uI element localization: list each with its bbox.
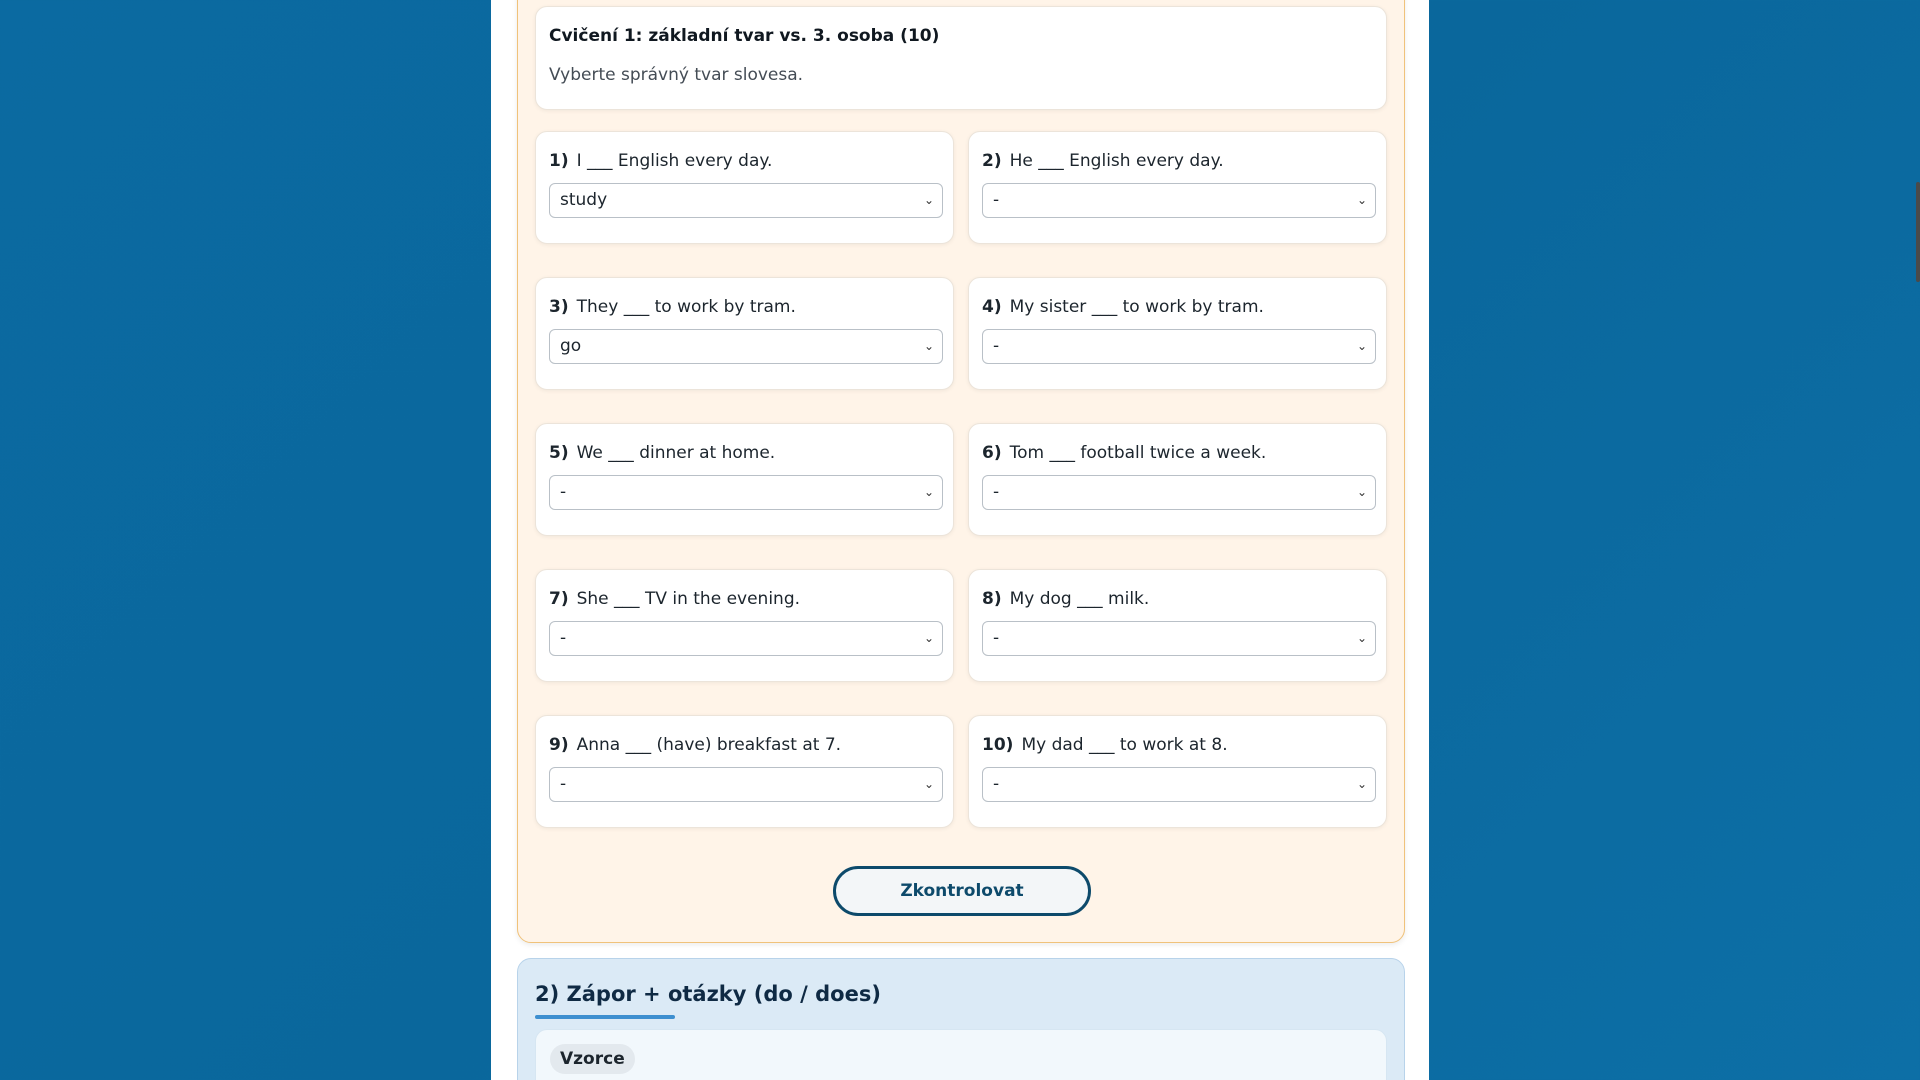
- formulas-card: [535, 1029, 1387, 1080]
- question-text: [982, 151, 1224, 171]
- selected-value: -: [993, 482, 1000, 502]
- question-number: 4): [982, 297, 1002, 317]
- question-text: [549, 297, 796, 317]
- question-sentence: I ___ English every day.: [576, 151, 773, 171]
- chevron-down-icon: ⌄: [923, 339, 934, 353]
- question-sentence: We ___ dinner at home.: [576, 443, 776, 463]
- selected-value: -: [993, 190, 1000, 210]
- chevron-down-icon: ⌄: [1356, 631, 1367, 645]
- chevron-down-icon: ⌄: [1356, 339, 1367, 353]
- chevron-down-icon: ⌄: [923, 193, 934, 207]
- chevron-down-icon: ⌄: [923, 485, 934, 499]
- question-text: [982, 589, 1149, 609]
- answer-select-7[interactable]: [549, 621, 943, 656]
- selected-value: -: [993, 336, 1000, 356]
- question-card-1: [535, 131, 954, 244]
- question-number: 10): [982, 735, 1014, 755]
- selected-value: -: [560, 482, 567, 502]
- answer-select-2[interactable]: [982, 183, 1376, 218]
- question-sentence: She ___ TV in the evening.: [576, 589, 801, 609]
- question-sentence: My dog ___ milk.: [1009, 589, 1150, 609]
- chevron-down-icon: ⌄: [923, 631, 934, 645]
- question-card-4: [968, 277, 1387, 390]
- selected-value: -: [560, 628, 567, 648]
- question-card-3: [535, 277, 954, 390]
- exercise-title: Cvičení 1: základní tvar vs. 3. osoba (10): [549, 26, 940, 46]
- question-card-6: [968, 423, 1387, 536]
- section-2-panel: [517, 958, 1405, 1080]
- question-card-8: [968, 569, 1387, 682]
- question-text: [549, 443, 775, 463]
- selected-value: go: [560, 336, 582, 356]
- section-2-title: 2) Zápor + otázky (do / does): [535, 982, 881, 1006]
- selected-value: -: [993, 774, 1000, 794]
- question-number: 8): [982, 589, 1002, 609]
- chevron-down-icon: ⌄: [1356, 777, 1367, 791]
- answer-select-6[interactable]: [982, 475, 1376, 510]
- question-card-9: [535, 715, 954, 828]
- title-underline: [535, 1015, 675, 1019]
- page: [491, 0, 1429, 1080]
- answer-select-9[interactable]: [549, 767, 943, 802]
- question-number: 9): [549, 735, 569, 755]
- question-sentence: He ___ English every day.: [1009, 151, 1224, 171]
- selected-value: -: [560, 774, 567, 794]
- question-number: 5): [549, 443, 569, 463]
- question-card-5: [535, 423, 954, 536]
- question-sentence: Anna ___ (have) breakfast at 7.: [576, 735, 842, 755]
- selected-value: study: [560, 190, 608, 210]
- question-number: 3): [549, 297, 569, 317]
- answer-select-5[interactable]: [549, 475, 943, 510]
- answer-select-4[interactable]: [982, 329, 1376, 364]
- page-scrollbar[interactable]: [1916, 182, 1920, 282]
- chevron-down-icon: ⌄: [1356, 193, 1367, 207]
- question-text: [982, 443, 1266, 463]
- answer-select-10[interactable]: [982, 767, 1376, 802]
- exercise-instruction: Vyberte správný tvar slovesa.: [549, 65, 804, 85]
- question-card-10: [968, 715, 1387, 828]
- question-number: 1): [549, 151, 569, 171]
- question-text: [982, 297, 1264, 317]
- answer-select-8[interactable]: [982, 621, 1376, 656]
- answer-select-3[interactable]: [549, 329, 943, 364]
- question-number: 6): [982, 443, 1002, 463]
- check-button[interactable]: Zkontrolovat: [833, 866, 1091, 916]
- formulas-chip: Vzorce: [550, 1044, 635, 1074]
- question-text: [549, 735, 841, 755]
- question-sentence: They ___ to work by tram.: [576, 297, 796, 317]
- question-text: [982, 735, 1228, 755]
- selected-value: -: [993, 628, 1000, 648]
- question-number: 7): [549, 589, 569, 609]
- question-sentence: Tom ___ football twice a week.: [1009, 443, 1267, 463]
- question-number: 2): [982, 151, 1002, 171]
- question-card-2: [968, 131, 1387, 244]
- question-sentence: My dad ___ to work at 8.: [1021, 735, 1228, 755]
- chevron-down-icon: ⌄: [1356, 485, 1367, 499]
- exercise-1-panel: [517, 0, 1405, 943]
- answer-select-1[interactable]: [549, 183, 943, 218]
- exercise-intro-card: [535, 6, 1387, 110]
- chevron-down-icon: ⌄: [923, 777, 934, 791]
- question-card-7: [535, 569, 954, 682]
- question-sentence: My sister ___ to work by tram.: [1009, 297, 1264, 317]
- question-text: [549, 589, 800, 609]
- question-text: [549, 151, 772, 171]
